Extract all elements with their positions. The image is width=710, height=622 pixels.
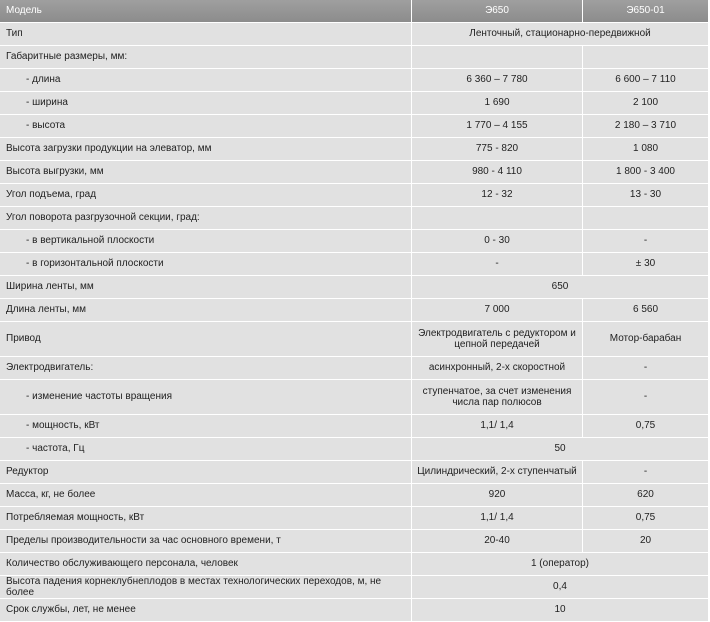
row-label: - ширина	[0, 92, 411, 114]
row-label: - изменение частоты вращения	[0, 380, 411, 414]
row-label: - в горизонтальной плоскости	[0, 253, 411, 275]
row-value-model-1: 920	[412, 484, 582, 506]
row-value-shared: 50	[412, 438, 708, 460]
row-value-model-1: 1 690	[412, 92, 582, 114]
row-value-model-1: асинхронный, 2-х скоростной	[412, 357, 582, 379]
row-value-shared: 0,4	[412, 576, 708, 598]
table-row	[0, 415, 708, 437]
row-value-model-1: 0 - 30	[412, 230, 582, 252]
row-value-model-2: 6 600 – 7 110	[583, 69, 708, 91]
row-label: Срок службы, лет, не менее	[0, 599, 411, 621]
table-row	[0, 230, 708, 252]
row-value-model-2: -	[583, 461, 708, 483]
table-row	[0, 357, 708, 379]
row-value-model-1: 20-40	[412, 530, 582, 552]
row-label: - в вертикальной плоскости	[0, 230, 411, 252]
table-row	[0, 553, 708, 575]
row-label: Пределы производительности за час основного времени, т	[0, 530, 411, 552]
table-row	[0, 507, 708, 529]
table-row	[0, 380, 708, 414]
table-row	[0, 530, 708, 552]
row-label: - мощность, кВт	[0, 415, 411, 437]
table-row	[0, 92, 708, 114]
row-label: Потребляемая мощность, кВт	[0, 507, 411, 529]
row-value-model-2: 1 800 - 3 400	[583, 161, 708, 183]
row-value-model-1: 6 360 – 7 780	[412, 69, 582, 91]
row-label: Тип	[0, 23, 411, 45]
table-header	[0, 0, 708, 22]
row-label: - длина	[0, 69, 411, 91]
table-row	[0, 161, 708, 183]
row-label: Угол поворота разгрузочной секции, град:	[0, 207, 411, 229]
table-row	[0, 438, 708, 460]
row-value-model-1: 1 770 – 4 155	[412, 115, 582, 137]
row-value-model-1: 12 - 32	[412, 184, 582, 206]
row-value-model-2	[583, 46, 708, 68]
row-value-model-2: 2 180 – 3 710	[583, 115, 708, 137]
row-value-model-2: 0,75	[583, 507, 708, 529]
row-value-model-1: 775 - 820	[412, 138, 582, 160]
row-label: Высота выгрузки, мм	[0, 161, 411, 183]
row-value-model-2: 0,75	[583, 415, 708, 437]
row-value-model-1: Электродвигатель с редуктором и цепной передачей	[412, 322, 582, 356]
row-value-model-1: 1,1/ 1,4	[412, 415, 582, 437]
row-value-model-1	[412, 207, 582, 229]
table-row	[0, 115, 708, 137]
table-row	[0, 299, 708, 321]
table-row	[0, 69, 708, 91]
table-row	[0, 599, 708, 621]
row-value-shared: 10	[412, 599, 708, 621]
row-label: Высота загрузки продукции на элеватор, мм	[0, 138, 411, 160]
row-label: Длина ленты, мм	[0, 299, 411, 321]
row-label: Привод	[0, 322, 411, 356]
row-value-model-2: 620	[583, 484, 708, 506]
table-row	[0, 184, 708, 206]
table-row	[0, 46, 708, 68]
row-value-model-1: Цилиндрический, 2-х ступенчатый	[412, 461, 582, 483]
row-label: - высота	[0, 115, 411, 137]
row-value-model-2: 1 080	[583, 138, 708, 160]
header-label-cell: Модель	[0, 0, 411, 22]
table-row	[0, 576, 708, 598]
row-value-model-2: ± 30	[583, 253, 708, 275]
row-value-model-2: Мотор-барабан	[583, 322, 708, 356]
table-row	[0, 207, 708, 229]
row-value-model-1: 7 000	[412, 299, 582, 321]
row-value-shared: Ленточный, стационарно-передвижной	[412, 23, 708, 45]
row-value-model-2	[583, 207, 708, 229]
row-label: Угол подъема, град	[0, 184, 411, 206]
row-value-model-1: -	[412, 253, 582, 275]
row-value-model-1	[412, 46, 582, 68]
row-value-model-2: -	[583, 380, 708, 414]
row-value-model-2: 13 - 30	[583, 184, 708, 206]
row-label: Габаритные размеры, мм:	[0, 46, 411, 68]
table-row	[0, 461, 708, 483]
table-row	[0, 322, 708, 356]
row-value-model-2: 6 560	[583, 299, 708, 321]
row-label: - частота, Гц	[0, 438, 411, 460]
row-value-model-1: ступенчатое, за счет изменения числа пар полюсов	[412, 380, 582, 414]
table-row	[0, 253, 708, 275]
row-value-model-1: 1,1/ 1,4	[412, 507, 582, 529]
row-label: Высота падения корнеклубнеплодов в местах технологических переходов, м, не более	[0, 576, 411, 598]
row-value-model-1: 980 - 4 110	[412, 161, 582, 183]
table-row	[0, 138, 708, 160]
row-value-shared: 1 (оператор)	[412, 553, 708, 575]
row-value-model-2: -	[583, 357, 708, 379]
row-label: Количество обслуживающего персонала, человек	[0, 553, 411, 575]
row-label: Ширина ленты, мм	[0, 276, 411, 298]
table-body	[0, 23, 708, 621]
row-value-shared: 650	[412, 276, 708, 298]
header-model-1-cell: Э650	[412, 0, 582, 22]
table-row	[0, 484, 708, 506]
row-label: Электродвигатель:	[0, 357, 411, 379]
table-row	[0, 23, 708, 45]
row-value-model-2: 20	[583, 530, 708, 552]
row-label: Редуктор	[0, 461, 411, 483]
header-model-2-cell: Э650-01	[583, 0, 708, 22]
table-row	[0, 276, 708, 298]
row-label: Масса, кг, не более	[0, 484, 411, 506]
row-value-model-2: -	[583, 230, 708, 252]
row-value-model-2: 2 100	[583, 92, 708, 114]
